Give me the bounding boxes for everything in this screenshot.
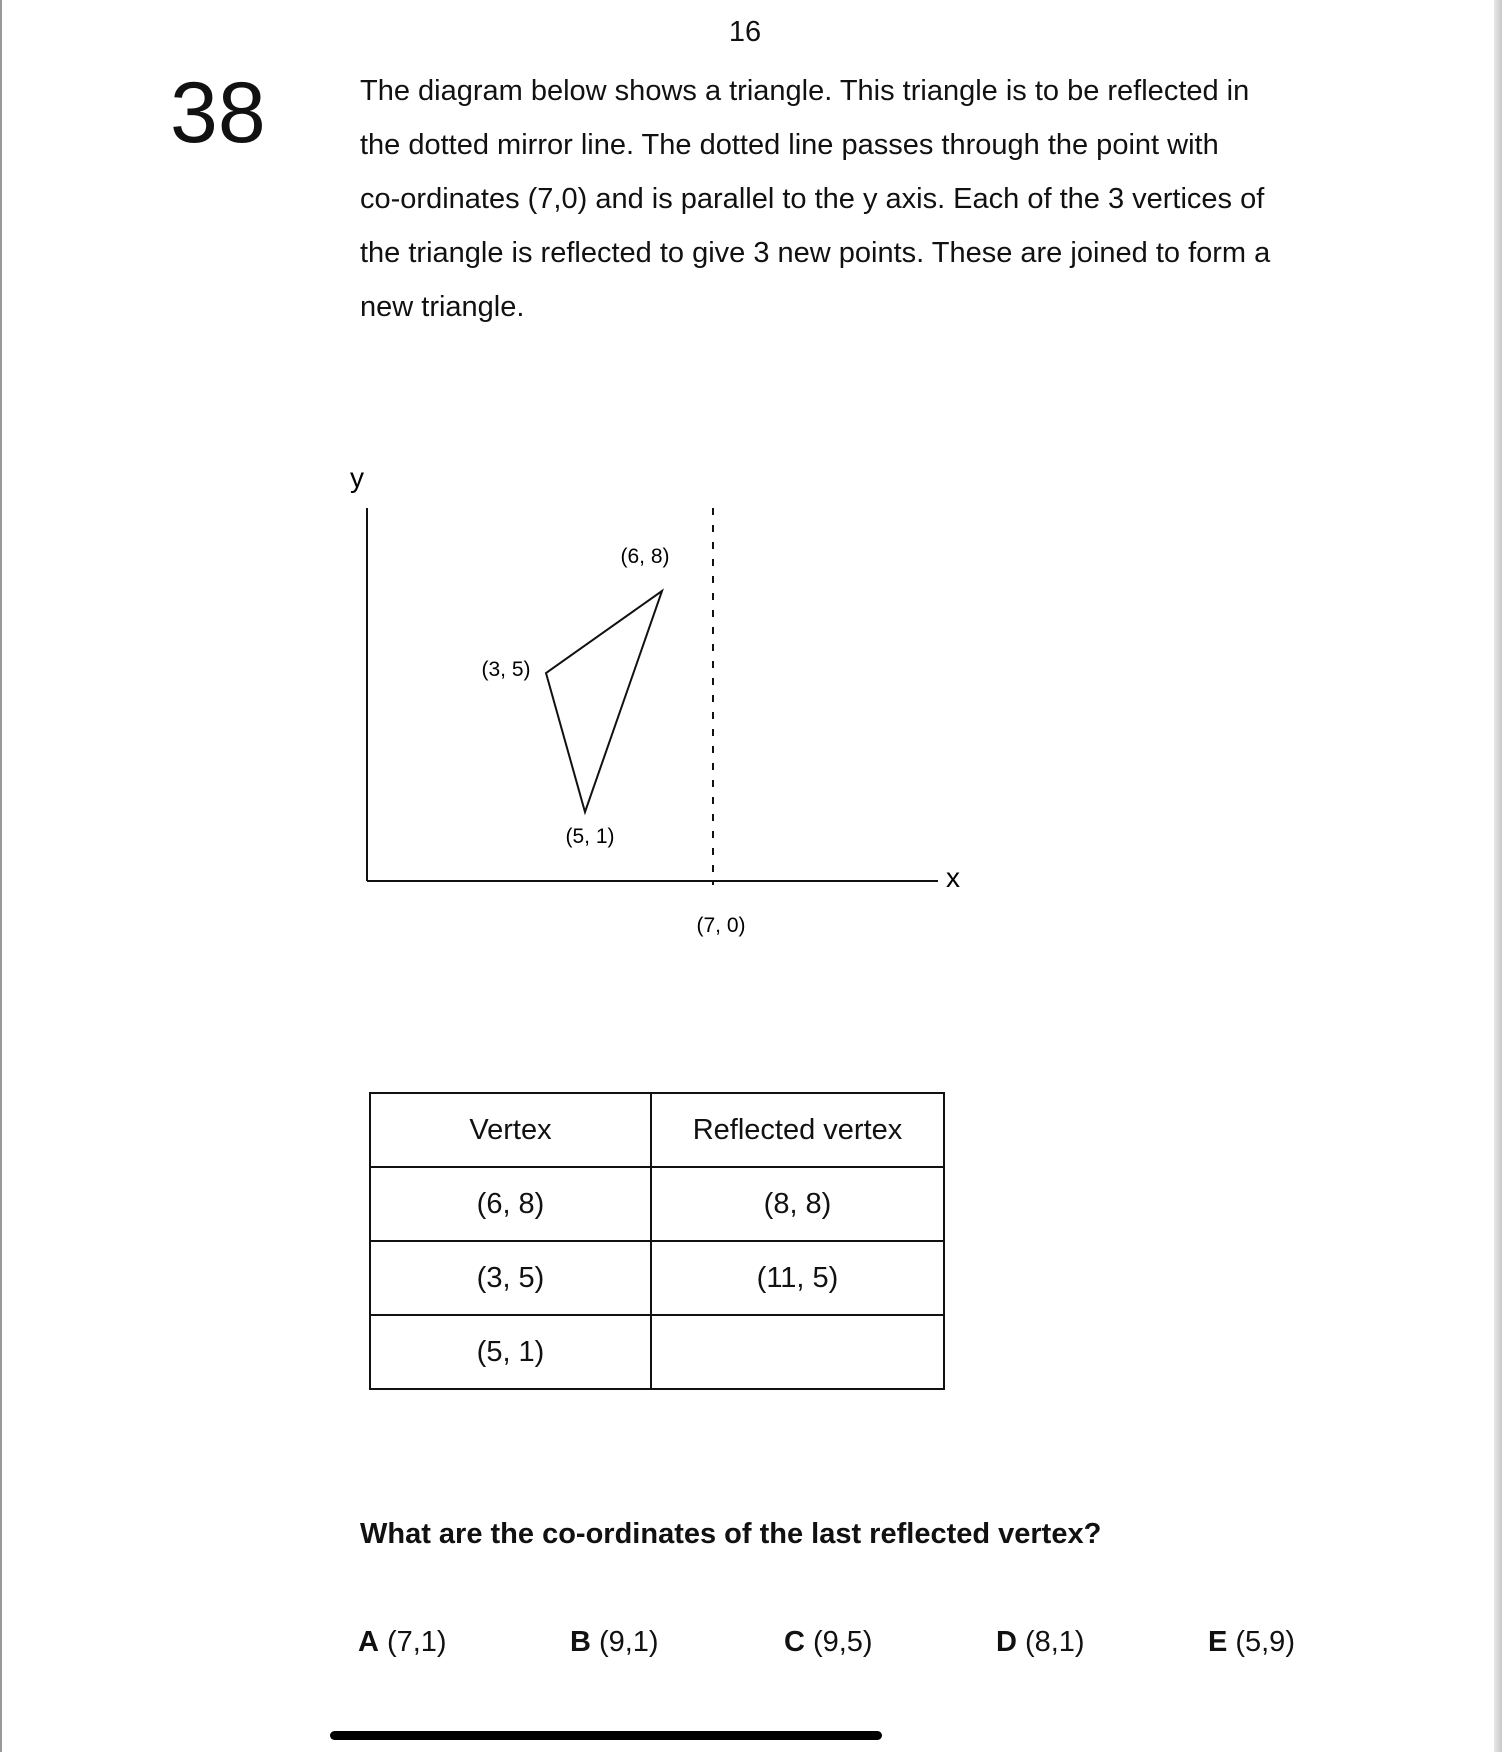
- question-line: the triangle is reflected to give 3 new points. These are joined to form a: [360, 237, 1271, 269]
- option-value: (7,1): [386, 1626, 447, 1658]
- table-cell: (5, 1): [370, 1315, 651, 1389]
- option-value: (5,9): [1235, 1626, 1295, 1658]
- table-header-vertex: Vertex: [370, 1093, 651, 1167]
- option-c[interactable]: [784, 1626, 873, 1659]
- question-line: The diagram below shows a triangle. This triangle is to be reflected in: [360, 75, 1250, 107]
- answer-cell: [651, 1315, 944, 1389]
- home-indicator[interactable]: [330, 1731, 882, 1740]
- table-cell: (6, 8): [370, 1167, 651, 1241]
- x-axis-label: x: [946, 862, 960, 893]
- y-axis-label: y: [350, 462, 364, 493]
- vertex-label-3-5: (3, 5): [481, 658, 531, 681]
- option-letter: A: [358, 1626, 379, 1658]
- question-line: co-ordinates (7,0) and is parallel to the y axis. Each of the 3 vertices of: [360, 183, 1265, 215]
- option-d[interactable]: [996, 1626, 1085, 1659]
- mirror-point-label: (7, 0): [696, 914, 746, 937]
- option-letter: D: [996, 1626, 1017, 1658]
- option-e[interactable]: [1208, 1626, 1295, 1659]
- triangle: [546, 591, 662, 812]
- question-line: new triangle.: [360, 291, 525, 323]
- table-cell: (3, 5): [370, 1241, 651, 1315]
- vertex-table: [369, 1092, 945, 1390]
- table-row: [370, 1167, 944, 1241]
- option-a[interactable]: [358, 1626, 447, 1659]
- option-letter: B: [570, 1626, 591, 1658]
- option-value: (8,1): [1024, 1626, 1085, 1658]
- option-b[interactable]: [570, 1626, 659, 1659]
- page-number: 16: [728, 16, 762, 48]
- option-value: (9,1): [598, 1626, 659, 1658]
- question-line: the dotted mirror line. The dotted line passes through the point with: [360, 129, 1219, 161]
- question-prompt: What are the co-ordinates of the last reflected vertex?: [360, 1518, 1102, 1550]
- question-number: 38: [170, 65, 266, 161]
- table-cell: (11, 5): [651, 1241, 944, 1315]
- table-header-row: [370, 1093, 944, 1167]
- option-letter: C: [784, 1626, 805, 1658]
- vertex-label-6-8: (6, 8): [620, 545, 670, 568]
- table-header-reflected: Reflected vertex: [651, 1093, 944, 1167]
- table-cell: (8, 8): [651, 1167, 944, 1241]
- table-row: [370, 1241, 944, 1315]
- vertex-label-5-1: (5, 1): [565, 825, 615, 848]
- table-row: [370, 1315, 944, 1389]
- option-letter: E: [1208, 1626, 1228, 1658]
- option-value: (9,5): [812, 1626, 873, 1658]
